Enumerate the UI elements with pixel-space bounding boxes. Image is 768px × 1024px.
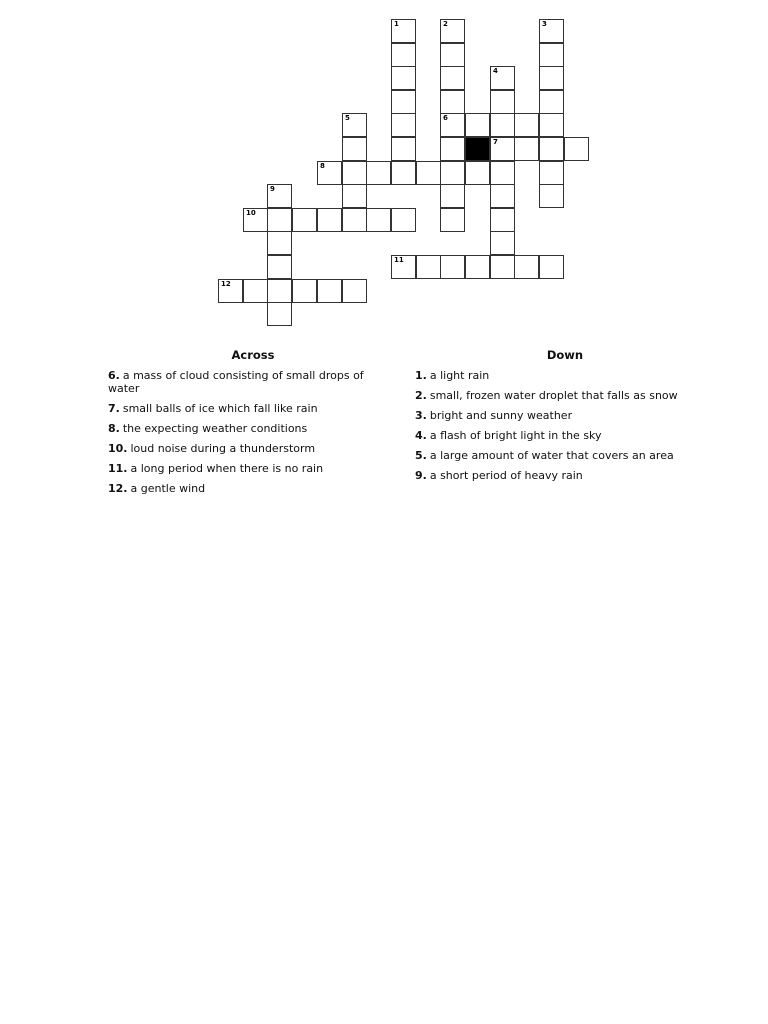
clue-number: 7. (108, 402, 120, 415)
grid-cell[interactable] (416, 255, 441, 279)
clue-text: the expecting weather conditions (122, 422, 308, 435)
grid-cell[interactable] (440, 184, 465, 208)
grid-cell[interactable] (465, 255, 490, 279)
grid-cell[interactable] (490, 208, 515, 232)
crossword-grid (0, 0, 768, 340)
grid-cell[interactable] (416, 161, 441, 185)
grid-cell-2[interactable] (440, 19, 465, 43)
across-clues-section (108, 347, 398, 502)
grid-cell[interactable] (514, 113, 539, 137)
across-clue-10 (108, 442, 398, 455)
grid-cell[interactable] (490, 255, 515, 279)
grid-cell[interactable] (391, 113, 416, 137)
grid-cell[interactable] (342, 137, 367, 161)
clue-number: 5. (415, 449, 427, 462)
clue-text: a mass of cloud consisting of small drops of water (108, 369, 364, 395)
cell-number: 3 (542, 20, 547, 28)
grid-cell[interactable] (440, 43, 465, 67)
grid-cell-12[interactable] (218, 279, 243, 303)
grid-cell[interactable] (539, 184, 564, 208)
clue-number: 10. (108, 442, 128, 455)
clue-text: a short period of heavy rain (429, 469, 583, 482)
clue-text: a light rain (429, 369, 490, 382)
clue-number: 11. (108, 462, 128, 475)
grid-cell-1[interactable] (391, 19, 416, 43)
clue-text: a large amount of water that covers an area (429, 449, 674, 462)
grid-cell[interactable] (539, 113, 564, 137)
down-heading: Down (546, 348, 584, 362)
across-clue-6 (108, 369, 398, 395)
grid-cell[interactable] (440, 208, 465, 232)
grid-cell-8[interactable] (317, 161, 342, 185)
clue-number: 8. (108, 422, 120, 435)
grid-cell[interactable] (490, 90, 515, 114)
clue-number: 3. (415, 409, 427, 422)
grid-cell-6[interactable] (440, 113, 465, 137)
clue-text: small, frozen water droplet that falls as snow (429, 389, 678, 402)
grid-cell-9[interactable] (267, 184, 292, 208)
down-clue-3 (415, 409, 715, 422)
cell-number: 7 (493, 138, 498, 146)
grid-cell[interactable] (539, 161, 564, 185)
grid-cell[interactable] (267, 231, 292, 255)
across-clue-8 (108, 422, 398, 435)
grid-cell[interactable] (317, 279, 342, 303)
grid-cell[interactable] (267, 255, 292, 279)
cell-number: 5 (345, 114, 350, 122)
cell-number: 4 (493, 67, 498, 75)
cell-number: 10 (246, 209, 256, 217)
grid-cell[interactable] (267, 279, 292, 303)
grid-cell[interactable] (317, 208, 342, 232)
grid-cell[interactable] (440, 137, 465, 161)
down-clue-list (415, 369, 715, 482)
grid-cell-5[interactable] (342, 113, 367, 137)
grid-cell[interactable] (490, 184, 515, 208)
grid-cell[interactable] (292, 279, 317, 303)
grid-cell[interactable] (391, 90, 416, 114)
cell-number: 8 (320, 162, 325, 170)
grid-cell-4[interactable] (490, 66, 515, 90)
clue-number: 9. (415, 469, 427, 482)
grid-cell[interactable] (366, 161, 391, 185)
down-clues-section (415, 347, 715, 489)
grid-cell[interactable] (342, 161, 367, 185)
clue-text: a long period when there is no rain (130, 462, 324, 475)
across-clue-list (108, 369, 398, 495)
grid-cell[interactable] (391, 208, 416, 232)
clue-text: a gentle wind (130, 482, 206, 495)
clue-number: 12. (108, 482, 128, 495)
grid-cell[interactable] (465, 113, 490, 137)
black-square (465, 137, 490, 161)
grid-cell-11[interactable] (391, 255, 416, 279)
across-clue-11 (108, 462, 398, 475)
grid-cell[interactable] (391, 43, 416, 67)
grid-cell[interactable] (490, 161, 515, 185)
grid-cell[interactable] (342, 208, 367, 232)
grid-cell[interactable] (440, 66, 465, 90)
grid-cell[interactable] (391, 137, 416, 161)
cell-number: 9 (270, 185, 275, 193)
grid-cell[interactable] (539, 43, 564, 67)
grid-cell[interactable] (391, 161, 416, 185)
grid-cell[interactable] (342, 279, 367, 303)
grid-cell[interactable] (342, 184, 367, 208)
grid-cell[interactable] (539, 137, 564, 161)
grid-cell[interactable] (514, 137, 539, 161)
grid-cell[interactable] (267, 302, 292, 326)
grid-cell-3[interactable] (539, 19, 564, 43)
grid-cell[interactable] (366, 208, 391, 232)
grid-cell[interactable] (539, 66, 564, 90)
across-clue-12 (108, 482, 398, 495)
grid-cell[interactable] (539, 90, 564, 114)
clue-number: 6. (108, 369, 120, 382)
clue-text: loud noise during a thunderstorm (130, 442, 316, 455)
grid-cell[interactable] (243, 279, 268, 303)
grid-cell-10[interactable] (243, 208, 268, 232)
grid-cell[interactable] (490, 113, 515, 137)
down-clue-5 (415, 449, 715, 462)
cell-number: 11 (394, 256, 404, 264)
grid-cell[interactable] (539, 255, 564, 279)
grid-cell[interactable] (440, 161, 465, 185)
cell-number: 1 (394, 20, 399, 28)
down-clue-9 (415, 469, 715, 482)
clue-number: 1. (415, 369, 427, 382)
clue-number: 2. (415, 389, 427, 402)
clue-text: a flash of bright light in the sky (429, 429, 602, 442)
down-clue-1 (415, 369, 715, 382)
grid-cell[interactable] (292, 208, 317, 232)
across-clue-7 (108, 402, 398, 415)
cell-number: 2 (443, 20, 448, 28)
grid-cell[interactable] (267, 208, 292, 232)
grid-cell[interactable] (564, 137, 589, 161)
cell-number: 6 (443, 114, 448, 122)
down-clue-4 (415, 429, 715, 442)
cell-number: 12 (221, 280, 231, 288)
grid-cell[interactable] (440, 255, 465, 279)
grid-cell[interactable] (440, 90, 465, 114)
grid-cell[interactable] (391, 66, 416, 90)
clue-text: small balls of ice which fall like rain (122, 402, 318, 415)
down-clue-2 (415, 389, 715, 402)
grid-cell-7[interactable] (490, 137, 515, 161)
clue-number: 4. (415, 429, 427, 442)
grid-cell[interactable] (465, 161, 490, 185)
clue-text: bright and sunny weather (429, 409, 573, 422)
across-heading: Across (231, 348, 275, 362)
grid-cell[interactable] (514, 255, 539, 279)
grid-cell[interactable] (490, 231, 515, 255)
